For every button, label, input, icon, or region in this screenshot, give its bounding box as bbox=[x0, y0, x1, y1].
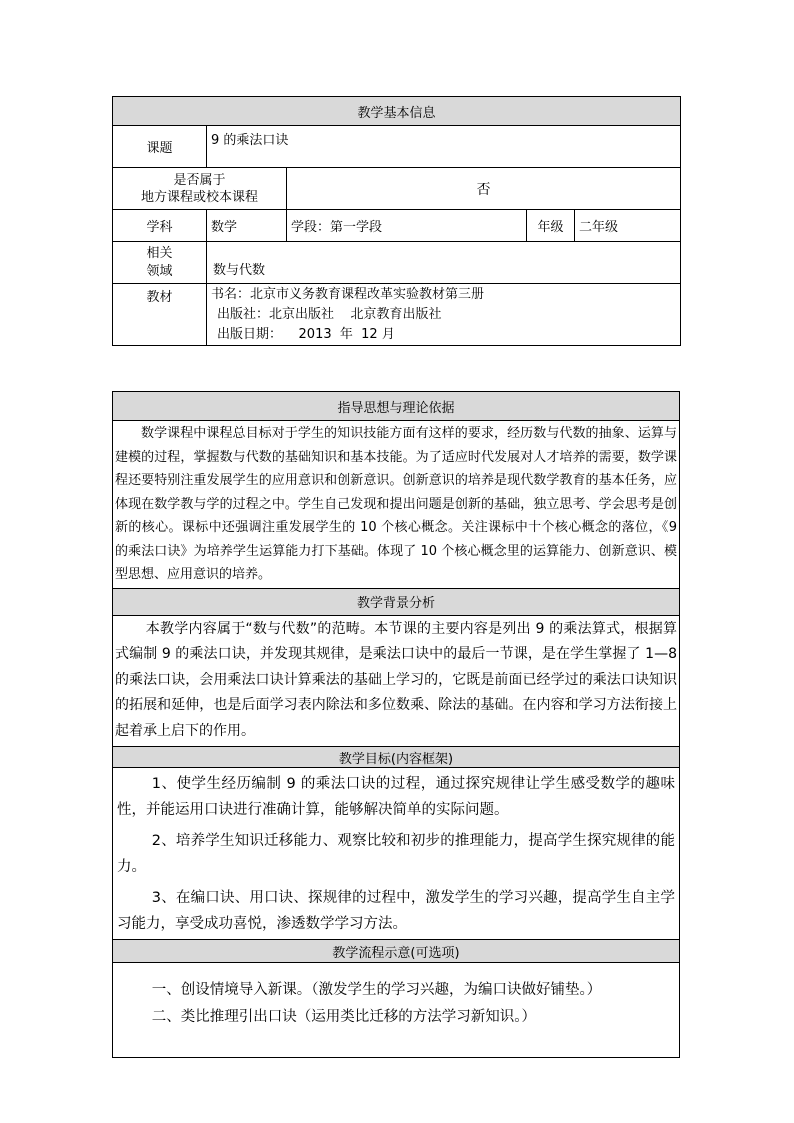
basic-info-header: 教学基本信息 bbox=[113, 97, 681, 126]
textbook-label: 教材 bbox=[113, 284, 207, 346]
topic-value: 9 的乘法口诀 bbox=[207, 126, 681, 168]
stage-label: 学段：第一学段 bbox=[287, 210, 527, 242]
background-text: 本教学内容属于“数与代数”的范畴。本节课的主要内容是列出 9 的乘法算式，根据算式编制 9 的乘法口诀，并发现其规律，是乘法口诀中的最后一节课，是在学生掌握了 1—8 的乘法口诀，会用乘法口诀计算乘法的基础上学习的，它既是前面已经学过的乘法口诀知识的拓展和延伸，也是后面学习表内除法和多位数乘、除法的基础。在内容和学习方法衔接上起着承上启下的作用。 bbox=[113, 615, 680, 747]
textbook-date: 出版日期： 2013 年 12 月 bbox=[217, 327, 395, 342]
local-course-label bbox=[113, 168, 287, 210]
teaching-design-table bbox=[112, 391, 680, 1058]
subject-label: 学科 bbox=[113, 210, 207, 242]
grade-value: 二年级 bbox=[575, 210, 681, 242]
objectives-header: 教学目标(内容框架) bbox=[113, 747, 680, 768]
local-course-label-line1: 是否属于 bbox=[173, 172, 226, 188]
objective-item: 3、在编口诀、用口诀、探规律的过程中，激发学生的学习兴趣，提高学生自主学习能力，享受成功喜悦，渗透数学学习方法。 bbox=[117, 890, 675, 932]
topic-label: 课题 bbox=[113, 126, 207, 168]
flow-item: 一、创设情境导入新课。（激发学生的学习兴趣，为编口诀做好铺垫。） bbox=[151, 982, 602, 998]
flow-item: 二、类比推理引出口诀（运用类比迁移的方法学习新知识。） bbox=[151, 1009, 537, 1025]
grade-label: 年级 bbox=[527, 210, 575, 242]
flow-header: 教学流程示意(可选项) bbox=[113, 940, 680, 963]
guiding-text: 数学课程中课程总目标对于学生的知识技能方面有这样的要求，经历数与代数的抽象、运算与建模的过程，掌握数与代数的基础知识和基本技能。为了适应时代发展对人才培养的需要，数学课程还要特别注重发展学生的应用意识和创新意识。创新意识的培养是现代数学教育的基本任务，应体现在数学教与学的过程之中。学生自己发现和提出问题是创新的基础，独立思考、学会思考是创新的核心。课标中还强调注重发展学生的 10 个核心概念。关注课标中十个核心概念的落位，《9 的乘法口诀》为培养学生运算能力打下基础。体现了 10 个核心概念里的运算能力、创新意识、模型思想、应用意识的培养。 bbox=[113, 421, 680, 589]
subject-value: 数学 bbox=[207, 210, 287, 242]
textbook-publisher: 出版社：北京出版社 北京教育出版社 bbox=[217, 307, 442, 322]
guiding-header: 指导思想与理论依据 bbox=[113, 392, 680, 421]
domain-value: 数与代数 bbox=[207, 242, 681, 284]
textbook-title: 书名：北京市义务教育课程改革实验教材第三册 bbox=[211, 287, 485, 302]
background-header: 教学背景分析 bbox=[113, 588, 680, 615]
textbook-info bbox=[207, 284, 681, 346]
flow-list bbox=[113, 963, 680, 1058]
domain-label bbox=[113, 242, 207, 284]
domain-label-line2: 领域 bbox=[146, 263, 173, 279]
objectives-list bbox=[113, 768, 680, 940]
local-course-label-line2: 地方课程或校本课程 bbox=[140, 189, 258, 205]
objective-item: 2、培养学生知识迁移能力、观察比较和初步的推理能力，提高学生探究规律的能力。 bbox=[117, 833, 675, 875]
basic-info-table bbox=[112, 96, 681, 346]
objective-item: 1、使学生经历编制 9 的乘法口诀的过程，通过探究规律让学生感受数学的趣味性，并能运用口诀进行准确计算，能够解决简单的实际问题。 bbox=[117, 776, 675, 818]
domain-label-line1: 相关 bbox=[146, 245, 173, 261]
local-course-value: 否 bbox=[287, 168, 681, 210]
